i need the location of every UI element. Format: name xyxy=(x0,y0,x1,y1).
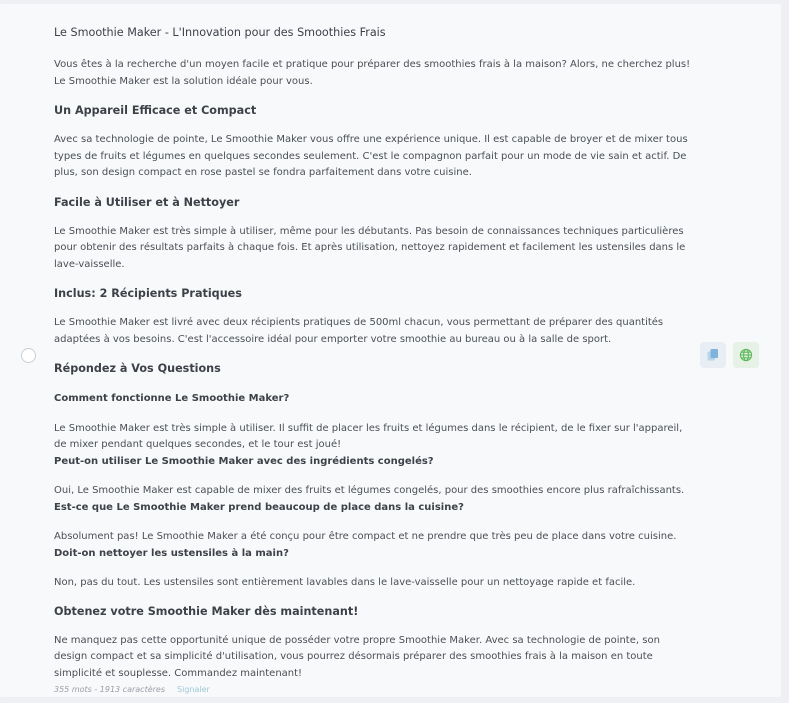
faq-answer: Absolument pas! Le Smoothie Maker a été conçu pour être compact et ne prendre que très peu de place dans votre cuisine. xyxy=(54,531,677,542)
faq-question: Peut-on utiliser Le Smoothie Maker avec des ingrédients congelés? xyxy=(54,455,434,467)
faq-heading: Répondez à Vos Questions xyxy=(54,362,221,375)
cta-heading: Obtenez votre Smoothie Maker dès maintenant! xyxy=(54,604,359,618)
section-heading-facile: Facile à Utiliser et à Nettoyer xyxy=(54,195,240,209)
section-text-facile: Le Smoothie Maker est très simple à utiliser, même pour les débutants. Pas besoin de connaissances techniques particulières pour obtenir des résultats parfaits à chaque fois. Et après utilisation, nettoyez rapidement et facilement les ustensiles dans le lave-vaisselle. xyxy=(54,225,686,270)
faq-question: Comment fonctionne Le Smoothie Maker? xyxy=(54,393,290,404)
faq-answer: Le Smoothie Maker est très simple à utiliser. Il suffit de placer les fruits et légumes dans le récipient, de le fixer sur l'appareil, de mixer pendant quelques secondes, et le tour est joué! xyxy=(54,422,683,450)
message-card xyxy=(0,4,781,697)
globe-icon xyxy=(739,348,753,362)
message-footer xyxy=(54,684,694,696)
faq-question: Est-ce que Le Smoothie Maker prend beaucoup de place dans la cuisine? xyxy=(54,501,464,513)
translate-button[interactable] xyxy=(733,342,759,368)
cta-text: Ne manquez pas cette opportunité unique de posséder votre propre Smoothie Maker. Avec sa technologie de pointe, son design compact et sa simplicité d'utilisation, vous pourrez désormais préparer des smoothies frais à la maison en toute simplicité et souplesse. Commandez maintenant! xyxy=(54,634,660,679)
report-link[interactable]: Signaler xyxy=(177,685,210,694)
section-heading-efficace: Un Appareil Efficace et Compact xyxy=(54,104,257,117)
section-heading-inclus: Inclus: 2 Récipients Pratiques xyxy=(54,287,242,300)
select-radio[interactable] xyxy=(21,348,36,363)
section-text-efficace: Avec sa technologie de pointe, Le Smoothie Maker vous offre une expérience unique. Il est capable de broyer et de mixer tous types de fruits et légumes en quelques secondes seulement. C'est le compagnon parfait pour un mode de vie sain et actif. De plus, son design compact en rose pastel se fondra parfaitement dans votre cuisine. xyxy=(54,134,688,178)
faq-question: Doit-on nettoyer les ustensiles à la main? xyxy=(54,547,289,559)
article-title: Le Smoothie Maker - L'Innovation pour des Smoothies Frais xyxy=(54,26,386,39)
word-count: 355 mots - 1913 caractères xyxy=(54,685,166,694)
section-text-inclus: Le Smoothie Maker est livré avec deux récipients pratiques de 500ml chacun, vous permettant de préparer des quantités adaptées à vos besoins. C'est l'accessoire idéal pour emporter votre smoothie au bureau ou à la salle de sport. xyxy=(54,317,664,345)
intro-paragraph: Vous êtes à la recherche d'un moyen facile et pratique pour préparer des smoothies frais à la maison? Alors, ne cherchez plus! Le Smoothie Maker est la solution idéale pour vous. xyxy=(54,59,691,87)
article-content xyxy=(54,24,694,696)
copy-icon xyxy=(706,348,720,362)
faq-answer: Oui, Le Smoothie Maker est capable de mixer des fruits et légumes congelés, pour des smoothies encore plus rafraîchissants. xyxy=(54,485,685,496)
faq-answer: Non, pas du tout. Les ustensiles sont entièrement lavables dans le lave-vaisselle pour un nettoyage rapide et facile. xyxy=(54,577,636,588)
copy-button[interactable] xyxy=(700,342,726,368)
